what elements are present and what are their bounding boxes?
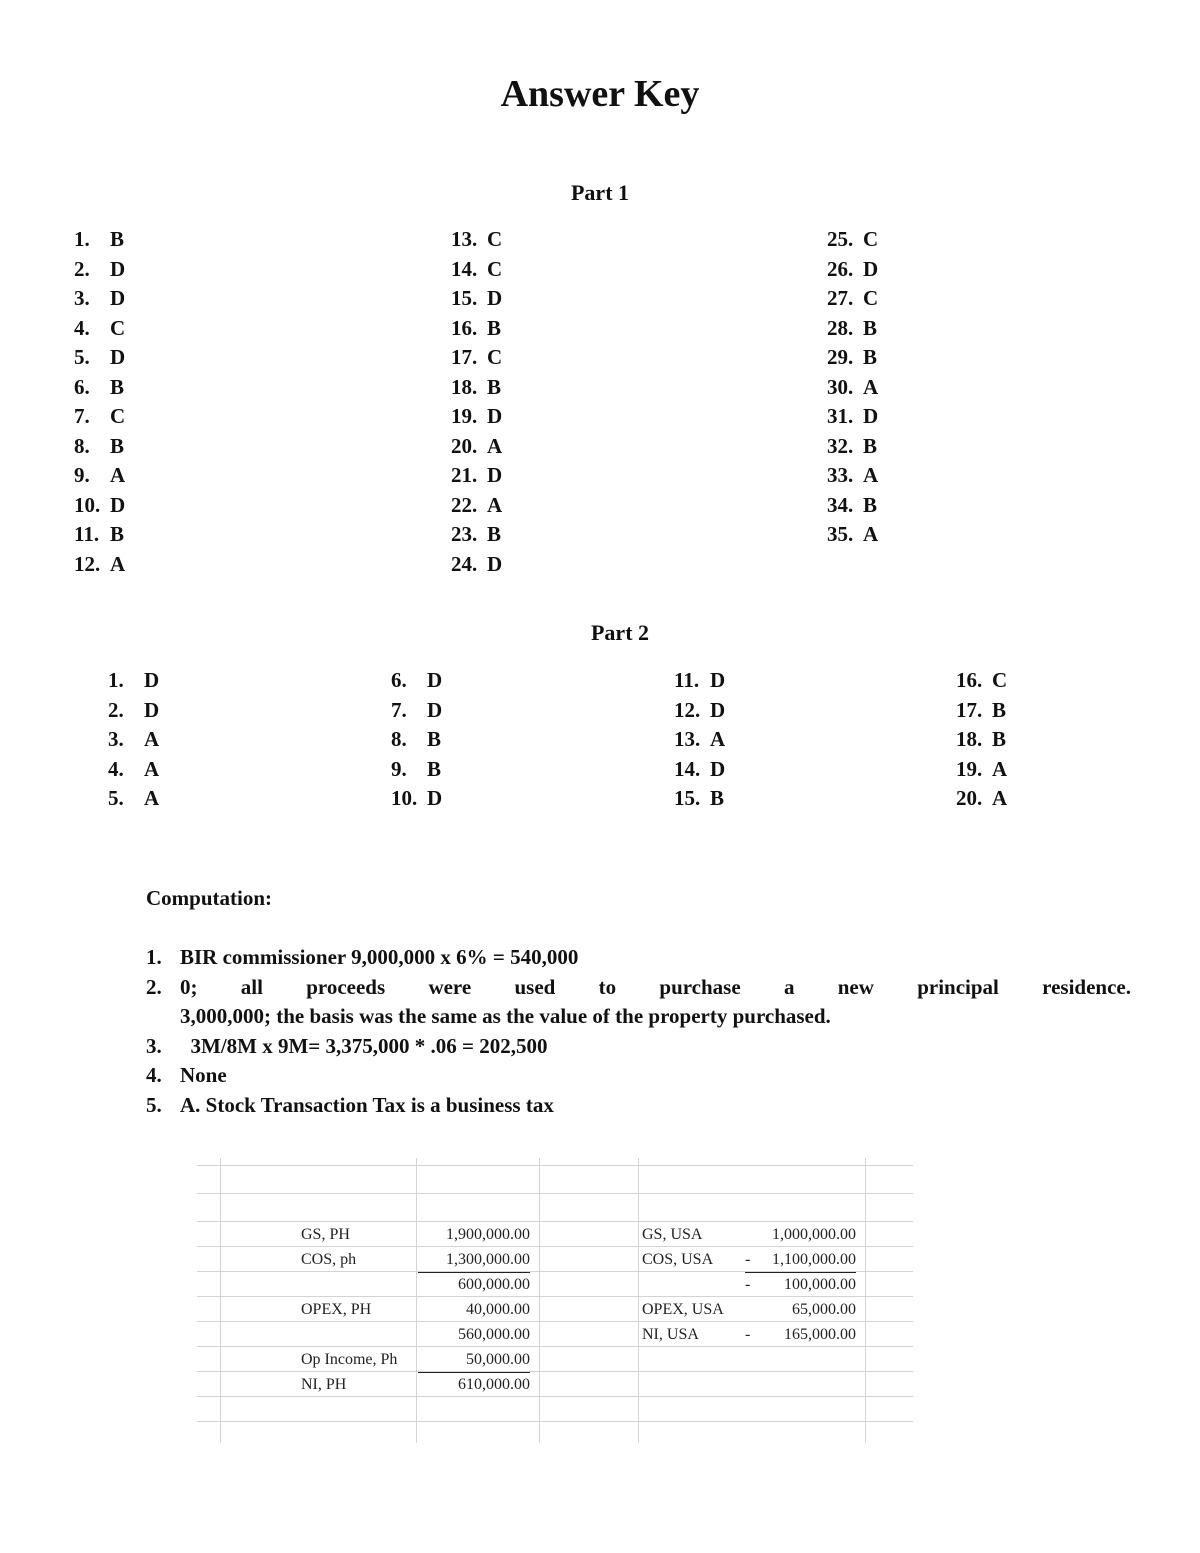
sheet-value: 165,000.00 <box>784 1326 856 1343</box>
answer-letter: D <box>110 286 126 310</box>
question-number: 12. <box>74 551 101 576</box>
answer-item <box>956 784 1007 814</box>
list-item <box>146 1091 1131 1121</box>
question-number: 10. <box>74 492 101 517</box>
answer-item <box>108 755 159 785</box>
sheet-value: 610,000.00 <box>458 1376 530 1393</box>
answer-letter: C <box>863 286 879 310</box>
answer-letter: B <box>487 522 502 546</box>
sheet-label: COS, ph <box>301 1251 357 1268</box>
question-number: 17. <box>956 697 983 722</box>
answer-item <box>391 666 442 696</box>
answer-item <box>956 696 1007 726</box>
answer-letter: D <box>487 404 503 428</box>
answer-letter: D <box>863 404 879 428</box>
question-number: 27. <box>827 286 854 310</box>
answer-letter: A <box>992 786 1008 810</box>
answer-letter: A <box>992 756 1008 781</box>
grid-line <box>638 1158 639 1443</box>
answer-item <box>827 491 878 521</box>
answer-letter: A <box>144 756 160 781</box>
grid-line <box>539 1158 540 1443</box>
answer-item <box>74 461 125 491</box>
question-number: 25. <box>827 227 854 251</box>
answer-item <box>956 725 1007 755</box>
answer-letter: D <box>427 697 443 722</box>
grid-line <box>197 1193 913 1194</box>
answer-item <box>108 784 159 814</box>
answer-item <box>74 284 125 314</box>
answer-letter: D <box>110 492 126 517</box>
question-number: 22. <box>451 492 478 517</box>
answer-letter: D <box>487 286 503 310</box>
answer-item <box>451 432 502 462</box>
answer-letter: D <box>487 463 503 487</box>
answer-letter: A <box>144 786 160 810</box>
question-number: 7. <box>391 697 407 722</box>
answer-letter: D <box>863 256 879 281</box>
answer-letter: B <box>110 433 125 458</box>
part1-column <box>451 225 502 579</box>
sheet-label: NI, PH <box>301 1376 347 1393</box>
answer-item <box>74 432 125 462</box>
question-number: 4. <box>74 315 90 340</box>
answer-letter: A <box>863 374 879 399</box>
question-number: 9. <box>391 756 407 781</box>
question-number: 29. <box>827 345 854 369</box>
answer-letter: D <box>110 345 126 369</box>
item-text: 3M/8M x 9M= 3,375,000 * .06 = 202,500 <box>180 1033 548 1058</box>
sheet-label: OPEX, PH <box>301 1301 372 1318</box>
answer-item <box>451 520 502 550</box>
grid-line <box>220 1158 221 1443</box>
sheet-value: 1,900,000.00 <box>446 1226 530 1243</box>
answer-item <box>451 461 502 491</box>
answer-item <box>451 550 502 580</box>
answer-letter: B <box>863 345 878 369</box>
answer-item <box>674 784 725 814</box>
question-number: 34. <box>827 492 854 517</box>
answer-item <box>827 255 878 285</box>
sheet-label: GS, USA <box>642 1226 703 1243</box>
question-number: 7. <box>74 404 90 428</box>
question-number: 13. <box>451 227 478 251</box>
question-number: 15. <box>674 786 701 810</box>
answer-letter: D <box>144 697 160 722</box>
grid-line <box>197 1221 913 1222</box>
question-number: 2. <box>108 697 124 722</box>
question-number: 11. <box>74 522 100 546</box>
grid-line <box>197 1165 913 1166</box>
answer-item <box>827 461 878 491</box>
question-number: 10. <box>391 786 418 810</box>
question-number: 23. <box>451 522 478 546</box>
list-item <box>146 973 1131 1032</box>
question-number: 32. <box>827 433 854 458</box>
answer-letter: D <box>144 668 160 692</box>
answer-letter: A <box>863 463 879 487</box>
answer-letter: A <box>110 551 126 576</box>
answer-item <box>827 520 878 550</box>
grid-line <box>197 1421 913 1422</box>
question-number: 33. <box>827 463 854 487</box>
sheet-value: 1,100,000.00 <box>745 1248 856 1273</box>
question-number: 18. <box>956 727 983 751</box>
sheet-label: COS, USA <box>642 1251 714 1268</box>
question-number: 15. <box>451 286 478 310</box>
answer-letter: C <box>992 668 1008 692</box>
question-number: 1. <box>74 227 90 251</box>
answer-item <box>74 225 125 255</box>
question-number: 12. <box>674 697 701 722</box>
answer-item <box>391 755 442 785</box>
question-number: 6. <box>74 374 90 399</box>
sheet-label: OPEX, USA <box>642 1301 724 1318</box>
item-number: 4. <box>146 1063 162 1087</box>
question-number: 8. <box>74 433 90 458</box>
answer-letter: D <box>487 551 503 576</box>
answer-letter: B <box>863 492 878 517</box>
answer-item <box>827 432 878 462</box>
answer-item <box>827 314 878 344</box>
question-number: 20. <box>451 433 478 458</box>
answer-letter: B <box>487 315 502 340</box>
item-text-continued: 3,000,000; the basis was the same as the value of the property purchased. <box>180 1004 831 1028</box>
sheet-value: 65,000.00 <box>792 1301 856 1318</box>
part2-heading: Part 2 <box>590 620 650 645</box>
answer-item <box>827 343 878 373</box>
question-number: 8. <box>391 727 407 751</box>
answer-letter: C <box>110 404 126 428</box>
answer-item <box>108 696 159 726</box>
answer-letter: D <box>710 668 726 692</box>
answer-item <box>74 373 125 403</box>
answer-item <box>451 284 502 314</box>
answer-item <box>674 696 725 726</box>
answer-letter: C <box>487 345 503 369</box>
sheet-value: 600,000.00 <box>458 1276 530 1293</box>
sheet-value: 100,000.00 <box>784 1276 856 1293</box>
question-number: 16. <box>451 315 478 340</box>
answer-item <box>674 666 725 696</box>
answer-item <box>391 696 442 726</box>
answer-letter: C <box>487 256 503 281</box>
answer-item <box>451 225 502 255</box>
sheet-sign: - <box>745 1326 751 1343</box>
answer-letter: B <box>427 756 442 781</box>
answer-item <box>827 225 878 255</box>
answer-item <box>74 402 125 432</box>
part2-column <box>956 666 1007 814</box>
answer-letter: A <box>487 492 503 517</box>
answer-item <box>827 284 878 314</box>
question-number: 1. <box>108 668 124 692</box>
answer-letter: C <box>110 315 126 340</box>
grid-line <box>865 1158 866 1443</box>
spreadsheet-image <box>197 1158 913 1443</box>
question-number: 31. <box>827 404 854 428</box>
question-number: 26. <box>827 256 854 281</box>
sheet-value: 1,300,000.00 <box>418 1248 530 1273</box>
answer-item <box>451 343 502 373</box>
answer-item <box>74 343 125 373</box>
page-title: Answer Key <box>500 73 700 115</box>
list-item <box>146 1061 1131 1091</box>
question-number: 19. <box>956 756 983 781</box>
answer-letter: B <box>110 374 125 399</box>
question-number: 20. <box>956 786 983 810</box>
answer-item <box>956 755 1007 785</box>
sheet-sign: - <box>745 1276 751 1293</box>
question-number: 2. <box>74 256 90 281</box>
answer-letter: B <box>863 433 878 458</box>
answer-item <box>108 666 159 696</box>
question-number: 18. <box>451 374 478 399</box>
answer-letter: D <box>110 256 126 281</box>
sheet-value: 50,000.00 <box>418 1348 530 1373</box>
answer-item <box>74 550 125 580</box>
answer-item <box>74 491 125 521</box>
question-number: 11. <box>674 668 700 692</box>
question-number: 5. <box>74 345 90 369</box>
answer-letter: B <box>863 315 878 340</box>
answer-letter: A <box>144 727 160 751</box>
answer-letter: B <box>487 374 502 399</box>
item-text: A. Stock Transaction Tax is a business tax <box>180 1092 554 1117</box>
answer-letter: C <box>487 227 503 251</box>
question-number: 19. <box>451 404 478 428</box>
part2-column <box>674 666 725 814</box>
answer-item <box>451 314 502 344</box>
answer-letter: D <box>710 697 726 722</box>
answer-letter: B <box>992 727 1007 751</box>
part2-column <box>391 666 442 814</box>
answer-letter: B <box>710 786 725 810</box>
answer-item <box>74 520 125 550</box>
question-number: 13. <box>674 727 701 751</box>
computation-heading: Computation: <box>146 886 273 910</box>
part2-column <box>108 666 159 814</box>
answer-letter: A <box>110 463 126 487</box>
answer-letter: D <box>427 786 443 810</box>
grid-line <box>416 1158 417 1443</box>
answer-item <box>451 255 502 285</box>
computation-list <box>146 943 1131 1120</box>
answer-item <box>956 666 1007 696</box>
question-number: 28. <box>827 315 854 340</box>
answer-item <box>391 725 442 755</box>
answer-item <box>674 725 725 755</box>
question-number: 21. <box>451 463 478 487</box>
sheet-value: 560,000.00 <box>458 1326 530 1343</box>
answer-item <box>391 784 442 814</box>
answer-letter: B <box>110 227 125 251</box>
answer-item <box>108 725 159 755</box>
answer-letter: C <box>863 227 879 251</box>
question-number: 35. <box>827 522 854 546</box>
answer-item <box>827 373 878 403</box>
item-text: 0; all proceeds were used to purchase a new principal residence. <box>180 974 1131 999</box>
question-number: 3. <box>74 286 90 310</box>
sheet-value: 1,000,000.00 <box>772 1226 856 1243</box>
sheet-label: NI, USA <box>642 1326 699 1343</box>
question-number: 17. <box>451 345 478 369</box>
part1-column <box>827 225 878 550</box>
answer-letter: D <box>710 756 726 781</box>
list-item <box>146 943 1131 973</box>
answer-item <box>74 314 125 344</box>
answer-letter: B <box>427 727 442 751</box>
question-number: 3. <box>108 727 124 751</box>
answer-item <box>451 402 502 432</box>
question-number: 16. <box>956 668 983 692</box>
question-number: 5. <box>108 786 124 810</box>
question-number: 6. <box>391 668 407 692</box>
item-number: 3. <box>146 1033 162 1058</box>
list-item <box>146 1032 1131 1062</box>
sheet-sign: - <box>745 1251 751 1268</box>
part1-column <box>74 225 125 579</box>
question-number: 14. <box>674 756 701 781</box>
answer-item <box>674 755 725 785</box>
sheet-label: Op Income, Ph <box>301 1351 398 1368</box>
question-number: 9. <box>74 463 90 487</box>
question-number: 24. <box>451 551 478 576</box>
part1-heading: Part 1 <box>570 180 630 205</box>
item-number: 2. <box>146 974 162 999</box>
answer-letter: D <box>427 668 443 692</box>
item-text: None <box>180 1063 227 1087</box>
answer-letter: B <box>110 522 125 546</box>
answer-letter: A <box>487 433 503 458</box>
item-number: 1. <box>146 945 162 969</box>
sheet-label: GS, PH <box>301 1226 350 1243</box>
question-number: 4. <box>108 756 124 781</box>
answer-letter: A <box>863 522 879 546</box>
sheet-value: 40,000.00 <box>466 1301 530 1318</box>
answer-item <box>451 373 502 403</box>
answer-item <box>451 491 502 521</box>
question-number: 14. <box>451 256 478 281</box>
answer-item <box>827 402 878 432</box>
answer-letter: A <box>710 727 726 751</box>
question-number: 30. <box>827 374 854 399</box>
item-number: 5. <box>146 1092 162 1117</box>
answer-letter: B <box>992 697 1007 722</box>
answer-item <box>74 255 125 285</box>
item-text: BIR commissioner 9,000,000 x 6% = 540,000 <box>180 945 579 969</box>
